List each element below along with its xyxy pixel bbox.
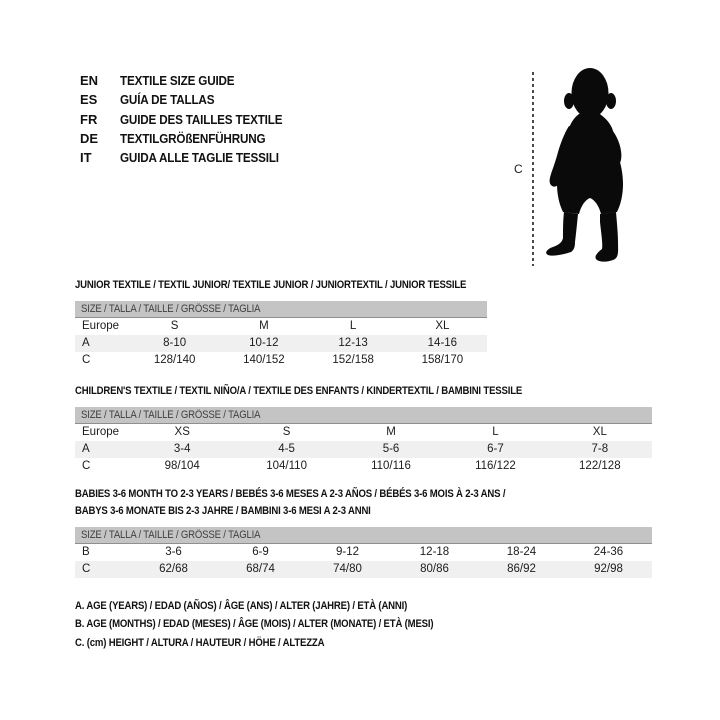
size-cell: 152/158 [332,354,374,366]
row-label: Europe [82,426,120,438]
language-row [80,148,300,167]
footnote-line [75,615,487,633]
size-cell: 116/122 [475,460,516,472]
size-cell: 8-10 [163,337,187,349]
size-cell: 104/110 [266,460,307,472]
table-titles [75,277,487,294]
row-label: Europe [82,320,120,332]
size-cell: 14-16 [427,337,458,349]
size-cell: 12-13 [338,337,368,349]
size-cell: XL [435,320,450,332]
row-label: C [82,563,91,575]
language-label [120,110,300,129]
table-title [75,277,487,294]
size-cell: 86/92 [507,563,536,575]
size-cell: M [386,426,396,438]
size-header-bar [75,301,487,318]
table-junior-textile [75,277,487,369]
size-header-bar [75,527,652,544]
size-cell: 12-18 [419,546,450,558]
language-code: FR [80,111,98,127]
table-row [75,458,652,475]
size-cell: S [282,426,291,438]
row-label: B [82,546,90,558]
language-label [120,148,297,167]
language-row [80,90,300,109]
size-header-bar [75,407,652,424]
language-label-text: GUÍA DE TALLAS [120,92,215,108]
size-cell: 4-5 [278,443,295,455]
language-label [120,129,282,148]
footnote-line [75,597,487,615]
table-title-line2-text: BABYS 3-6 MONATE BIS 2-3 JAHRE / BAMBINI 3-6 MESI A 2-3 ANNI [75,505,371,517]
size-header-bar-text: SIZE / TALLA / TAILLE / GRÖSSE / TAGLIA [81,303,261,315]
table-row [75,441,652,458]
size-cell: 6-9 [252,546,269,558]
size-cell: 74/80 [333,563,362,575]
size-cell: 18-24 [506,546,537,558]
table-titles [75,486,652,520]
height-dotted-line [532,72,534,266]
size-cell: 68/74 [246,563,275,575]
footnotes [75,597,487,652]
table-title-text: JUNIOR TEXTILE / TEXTIL JUNIOR/ TEXTILE JUNIOR / JUNIORTEXTIL / JUNIOR TESSILE [75,279,467,291]
footnote-line-text: A. AGE (YEARS) / EDAD (AÑOS) / ÂGE (ANS) / ALTER (JAHRE) / ETÀ (ANNI) [75,600,408,612]
size-header-bar-text: SIZE / TALLA / TAILLE / GRÖSSE / TAGLIA [81,529,261,541]
table-row [75,544,652,561]
table-row [75,424,652,441]
table-row [75,561,652,578]
language-label-text: TEXTILGRÖßENFÜHRUNG [120,130,266,146]
table-title-text: BABIES 3-6 MONTH TO 2-3 YEARS / BEBÉS 3-6 MESES A 2-3 AÑOS / BÉBÉS 3-6 MOIS À 2-3 ANS / [75,488,506,500]
language-label-text: TEXTILE SIZE GUIDE [120,73,235,88]
row-label: A [82,443,90,455]
table-babies [75,486,652,578]
size-cell: 158/170 [421,354,464,366]
row-label: A [82,337,90,349]
language-list [80,71,300,167]
size-cell: 80/86 [420,563,449,575]
size-cell: 140/152 [243,354,285,366]
table-titles [75,383,652,400]
size-cell: S [170,320,179,332]
language-row [80,71,300,90]
size-cell: XS [174,426,190,438]
language-row [80,110,300,129]
size-cell: 92/98 [594,563,623,575]
size-cell: 5-6 [382,443,400,455]
language-label-text: GUIDE DES TAILLES TEXTILE [120,111,283,127]
row-label: C [82,460,91,472]
size-cell: 3-4 [173,443,191,455]
language-code: DE [80,130,99,146]
size-cell: 122/128 [579,460,621,472]
language-row [80,129,300,148]
footnote-line-text: C. (cm) HEIGHT / ALTURA / HAUTEUR / HÖHE / ALTEZZA [75,636,325,649]
size-cell: 3-6 [165,546,182,558]
table-title-line2 [75,503,652,520]
size-cell: 110/116 [371,460,411,472]
footnote-line-text: B. AGE (MONTHS) / EDAD (MESES) / ÂGE (MOIS) / ALTER (MONATE) / ETÀ (MESI) [75,618,434,631]
language-label [120,90,225,109]
size-cell: L [492,426,499,438]
size-cell: 10-12 [249,337,279,349]
size-cell: 24-36 [593,546,624,558]
size-cell: 98/104 [164,460,200,472]
language-label [120,71,247,90]
table-row [75,352,487,369]
language-code: EN [80,73,99,88]
table-childrens-textile [75,383,652,475]
size-header-bar-text: SIZE / TALLA / TAILLE / GRÖSSE / TAGLIA [81,409,261,421]
size-cell: M [259,320,269,332]
height-measure-label: C [514,162,523,176]
language-label-text: GUIDA ALLE TAGLIE TESSILI [120,150,279,166]
table-row [75,318,487,335]
toddler-silhouette-icon [541,66,629,268]
size-cell: 7-8 [591,443,609,455]
language-code: ES [80,92,98,108]
footnote-line [75,634,487,652]
table-row [75,335,487,352]
size-cell: 128/140 [153,354,196,366]
size-cell: L [349,320,357,332]
language-code: IT [80,150,92,166]
size-cell: XL [592,426,607,438]
size-cell: 6-7 [487,443,504,455]
table-title-text: CHILDREN'S TEXTILE / TEXTIL NIÑO/A / TEXTILE DES ENFANTS / KINDERTEXTIL / BAMBINI TESSILE [75,385,523,397]
size-cell: 9-12 [335,546,360,558]
size-cell: 62/68 [159,563,188,575]
row-label: C [82,354,91,366]
table-title [75,383,652,400]
table-title [75,486,652,503]
